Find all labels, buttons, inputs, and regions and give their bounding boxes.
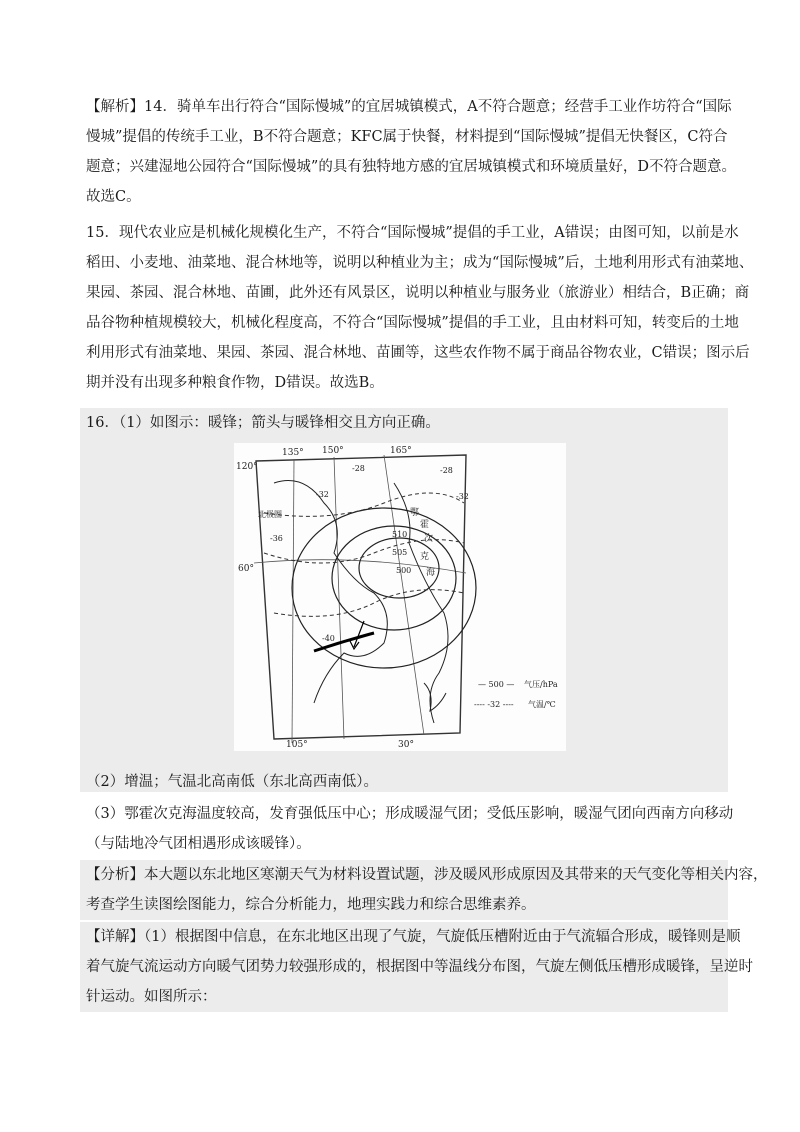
q16-part3 (86, 799, 732, 859)
lat-label: 60° (238, 564, 254, 574)
coastline (424, 683, 446, 711)
detail-line: 针运动。如图所示： (86, 989, 217, 1005)
q14-line: 【解析】14．骑单车出行符合“国际慢城”的宜居城镇模式，A不符合题意；经营手工业作坊符合“国际 (86, 99, 732, 115)
sea-label-char: 霍 (420, 520, 430, 530)
isobar-label: 500 (396, 566, 412, 575)
q14-line: 题意；兴建湿地公园符合“国际慢城”的具有独特地方感的宜居城镇模式和环境质量好，D不符合题意。 (86, 159, 736, 175)
isotherm-label: -36 (270, 534, 283, 543)
lon-label: 165° (390, 446, 412, 456)
sea-label-char: 克 (420, 552, 430, 562)
lon-label: 30° (398, 740, 414, 750)
isotherm-label: -32 (316, 490, 329, 499)
q15-line: 品谷物种植规模较大，机械化程度高，不符合“国际慢城”提倡的手工业，且由材料可知，转变后的土地 (86, 315, 739, 331)
isobar-label: 510 (392, 530, 408, 539)
coastline (274, 481, 387, 704)
analysis-line: 【分析】本大题以东北地区寒潮天气为材料设置试题，涉及暖风形成原因及其带来的天气变化等相关内容， (86, 867, 768, 883)
legend-sample-pressure: — 500 — (478, 680, 515, 689)
q15-analysis (86, 218, 754, 398)
arctic-circle-label: 北极圈 (258, 510, 282, 519)
q16-part2-text: （2）增温；气温北高南低（东北高西南低）。 (86, 774, 378, 790)
q14-analysis (86, 92, 736, 212)
sea-label-char: 次 (424, 534, 434, 544)
detail-line: 【详解】（1）根据图中信息，在东北地区出现了气旋，气旋低压槽附近由于气流辐合形成，暖锋则是顺 (86, 929, 741, 945)
isotherm (274, 590, 464, 617)
legend-sample-temperature: ---- -32 ---- (474, 700, 514, 709)
isobar-label: 505 (392, 548, 408, 557)
lon-label: 105° (286, 740, 308, 750)
isotherm-label: -40 (322, 634, 335, 643)
q16-part3-line: （与陆地冷气团相遇形成该暖锋）。 (86, 836, 311, 852)
q16-part3-line: （3）鄂霍次克海温度较高，发育强低压中心；形成暖湿气团；受低压影响，暖湿气团向西南方向移动 (86, 806, 734, 822)
isotherm (264, 540, 464, 563)
analysis-line: 考查学生读图绘图能力，综合分析能力，地理实践力和综合思维素养。 (86, 897, 536, 913)
q15-line: 稻田、小麦地、油菜地、混合林地等，说明以种植业为主；成为“国际慢城”后，土地利用形式有油菜地、 (86, 255, 754, 271)
isotherm-label: -32 (456, 492, 469, 501)
weather-map-svg (234, 443, 566, 751)
lon-label: 150° (322, 446, 344, 456)
q16-part1-text: 16．（1）如图示：暖锋；箭头与暖锋相交且方向正确。 (86, 415, 440, 431)
q15-line: 期并没有出现多种粮食作物，D错误。故选B。 (86, 375, 384, 391)
detail-line: 着气旋气流运动方向暖气团势力较强形成的，根据图中等温线分布图，气旋左侧低压槽形成暖锋，呈逆时 (86, 959, 753, 975)
legend-label-temperature: 气温/℃ (528, 700, 556, 709)
q14-line: 慢城”提倡的传统手工业，B不符合题意；KFC属于快餐，材料提到“国际慢城”提倡无快餐区，C符合 (86, 129, 728, 145)
sea-label-char: 海 (426, 568, 436, 578)
lon-label: 135° (282, 448, 304, 458)
q16-detail (86, 922, 753, 1012)
isotherm-label: -28 (440, 466, 453, 475)
q14-line: 故选C。 (86, 189, 141, 205)
isotherm-label: -28 (352, 464, 365, 473)
isobar (292, 508, 476, 668)
weather-map-figure (234, 443, 566, 751)
sea-label-char: 鄂 (410, 508, 420, 518)
graticule-line (334, 457, 344, 739)
q15-line: 15．现代农业应是机械化规模化生产，不符合“国际慢城”提倡的手工业，A错误；由图可知，以前是水 (86, 225, 739, 241)
coastline (394, 483, 448, 723)
q16-part1 (86, 408, 732, 438)
legend-label-pressure: 气压/hPa (524, 680, 558, 689)
q15-line: 果园、茶园、混合林地、苗圃，此外还有风景区，说明以种植业与服务业（旅游业）相结合，B正确；商 (86, 285, 750, 301)
q16-part2 (86, 767, 732, 797)
front-arrow (354, 621, 364, 647)
q16-analysis (86, 860, 768, 920)
q15-line: 利用形式有油菜地、果园、茶园、混合林地、苗圃等，这些农作物不属于商品谷物农业，C错误；图示后 (86, 345, 750, 361)
lat-label: 120° (236, 462, 258, 472)
